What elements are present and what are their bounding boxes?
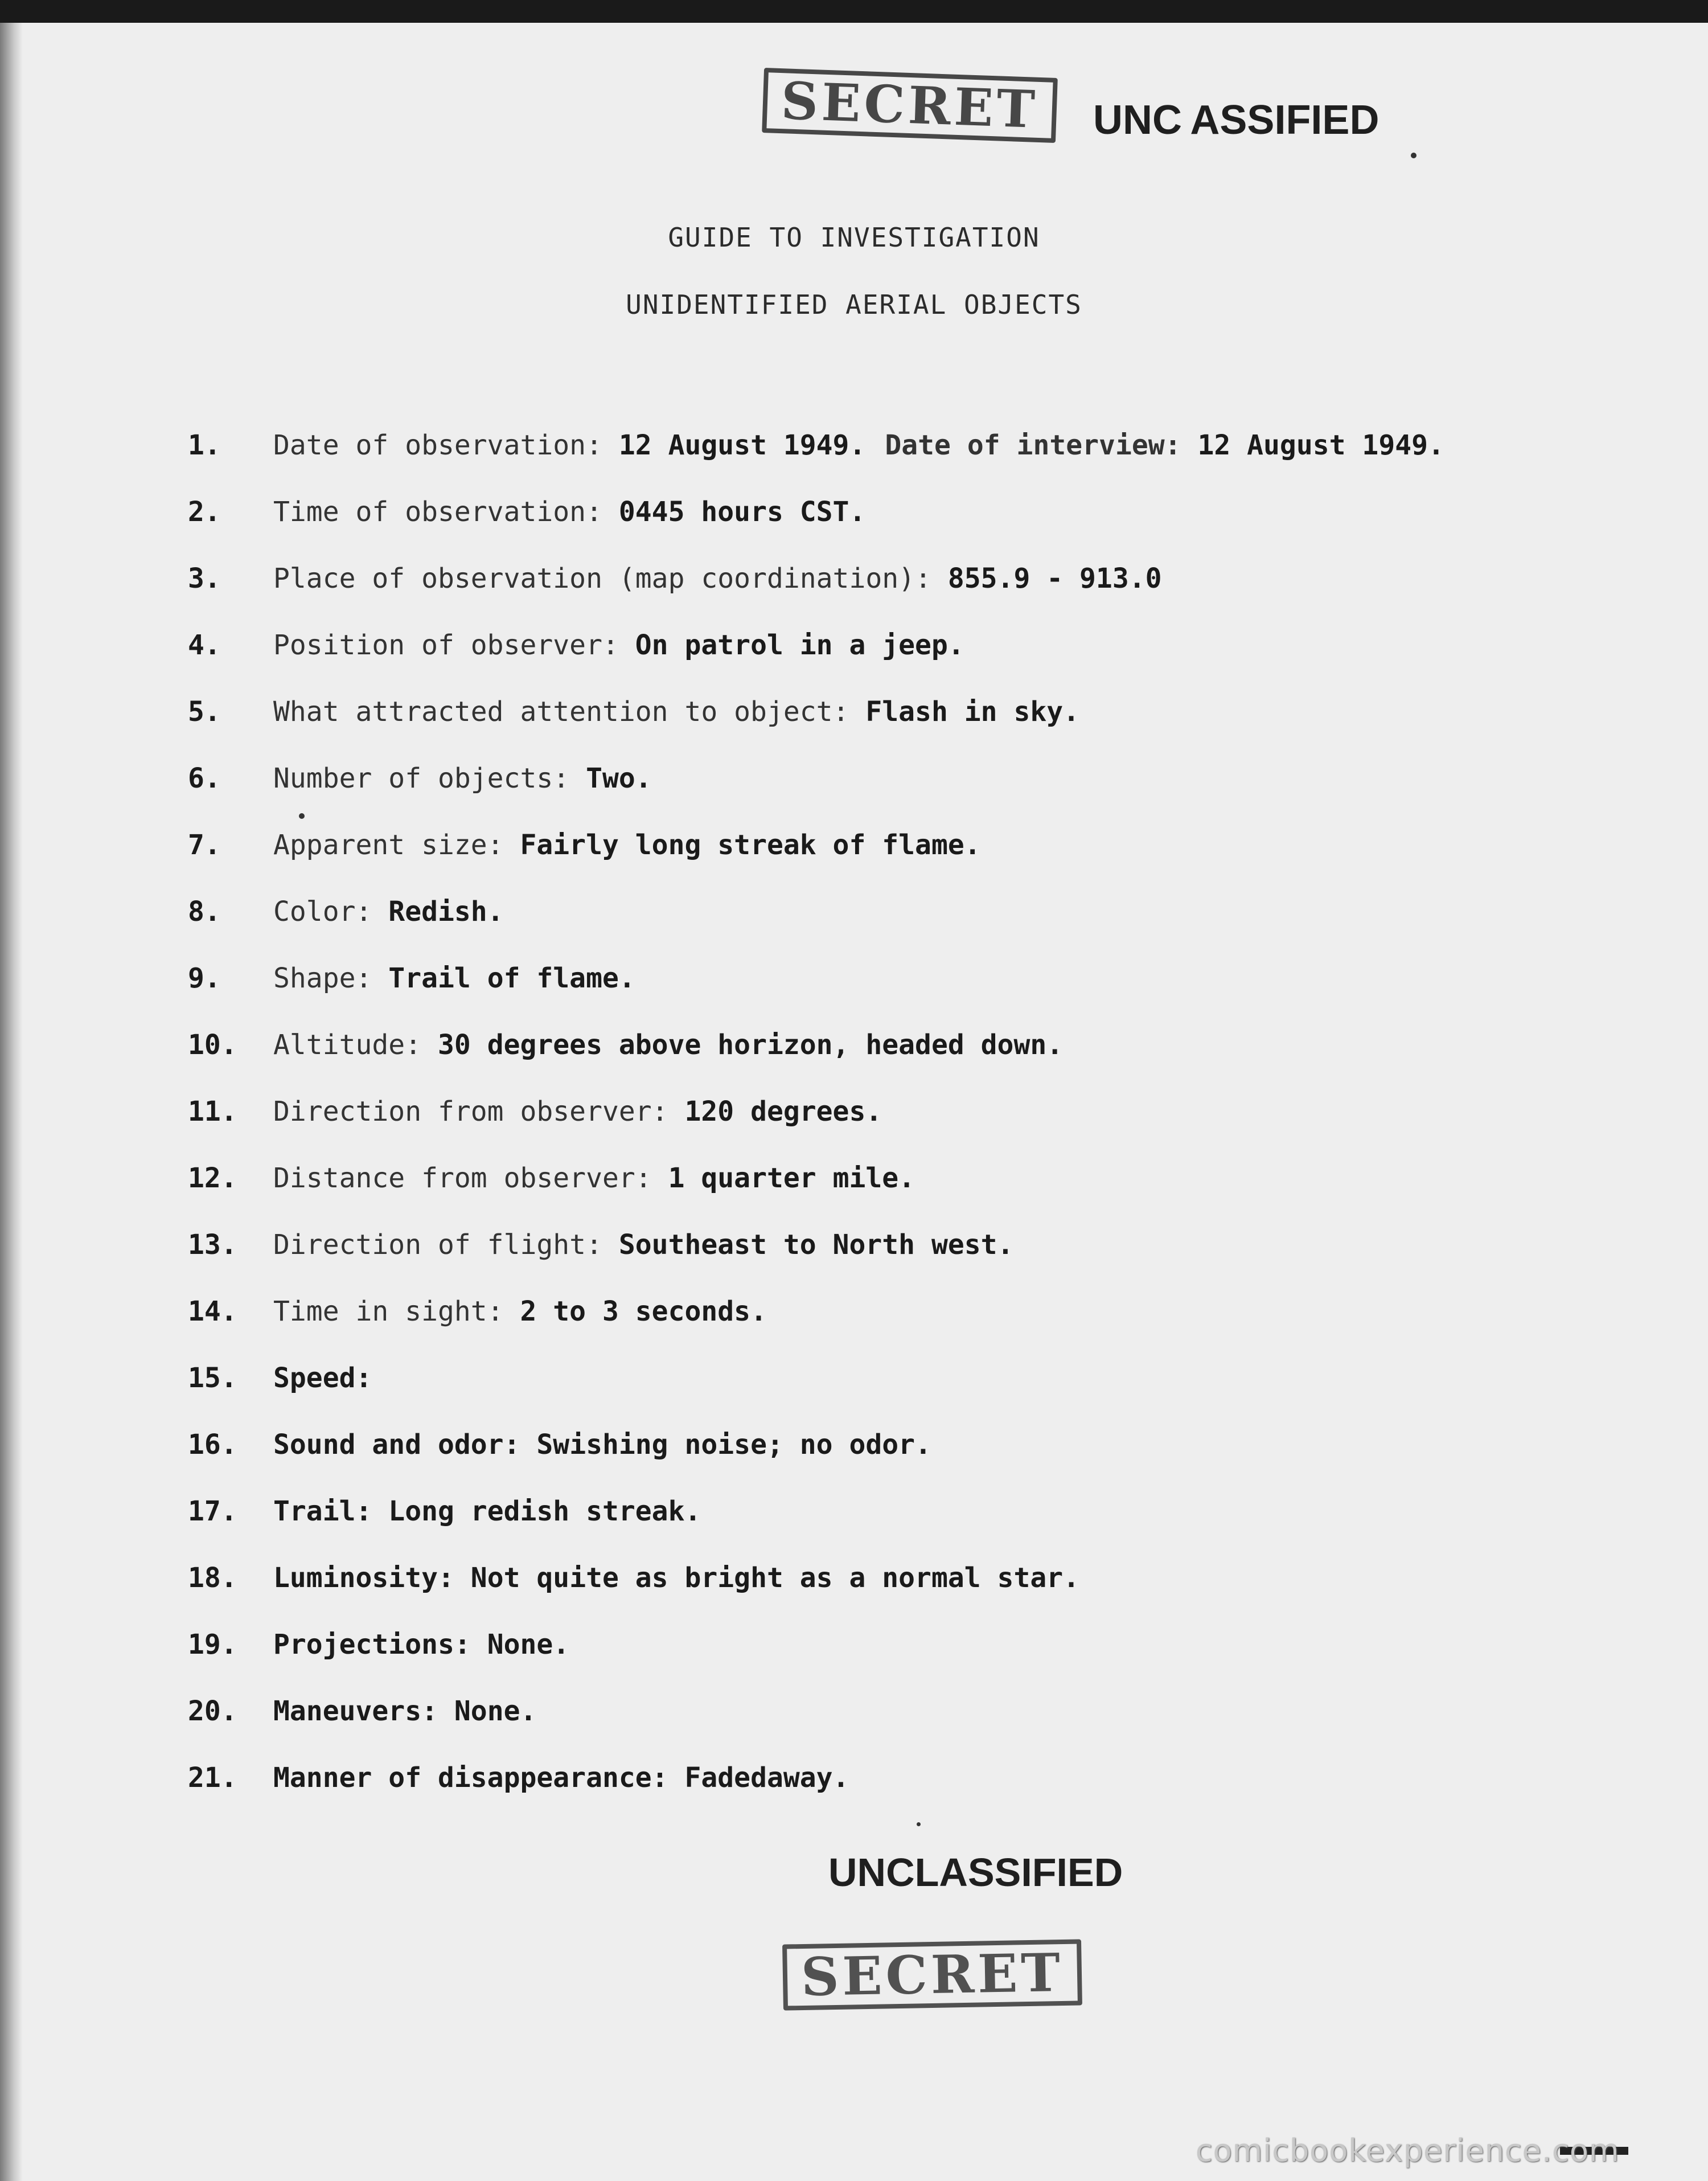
- page-speck: [1411, 153, 1417, 158]
- item-number: 3.: [188, 563, 221, 595]
- list-item: [188, 1494, 1554, 1561]
- page-speck: [917, 1822, 921, 1826]
- item-label: Sound and odor:: [273, 1429, 520, 1461]
- item-label: Time of observation:: [273, 496, 602, 528]
- list-item: [188, 1428, 1554, 1494]
- item-number: 21.: [188, 1762, 237, 1794]
- classification-bottom: UNCLASSIFIED: [828, 1850, 1123, 1895]
- item-label: Trail:: [273, 1495, 372, 1527]
- item-value: 855.9 - 913.0: [947, 563, 1162, 595]
- item-value: Fadedaway.: [684, 1762, 849, 1794]
- list-item: [188, 628, 1554, 695]
- list-item: [188, 1161, 1554, 1228]
- list-item: [188, 1694, 1554, 1761]
- list-item: [188, 428, 1554, 495]
- item-number: 14.: [188, 1296, 237, 1327]
- list-item: [188, 1094, 1554, 1161]
- item-value: 1 quarter mile.: [668, 1162, 915, 1194]
- item-number: 12.: [188, 1162, 237, 1194]
- secret-stamp-bottom: SECRET: [782, 1939, 1082, 2010]
- page-top-edge: [0, 0, 1708, 23]
- item-value: Flash in sky.: [865, 696, 1080, 728]
- item-label: Distance from observer:: [273, 1162, 652, 1194]
- item-label: Maneuvers:: [273, 1695, 438, 1727]
- item-value-secondary: 12 August 1949.: [1197, 429, 1444, 461]
- list-item: [188, 761, 1554, 828]
- list-item: [188, 695, 1554, 761]
- item-value: 30 degrees above horizon, headed down.: [438, 1029, 1064, 1061]
- item-value: None.: [454, 1695, 537, 1727]
- item-number: 11.: [188, 1096, 237, 1128]
- item-label: Number of objects:: [273, 762, 570, 794]
- item-label: Shape:: [273, 962, 372, 994]
- item-value: Trail of flame.: [388, 962, 635, 994]
- observation-list: [188, 428, 1554, 1827]
- item-number: 13.: [188, 1229, 237, 1261]
- item-value: Fairly long streak of flame.: [520, 829, 981, 861]
- item-label: What attracted attention to object:: [273, 696, 849, 728]
- item-label: Apparent size:: [273, 829, 504, 861]
- item-value: Swishing noise; no odor.: [536, 1429, 931, 1461]
- item-label: Place of observation (map coordination):: [273, 563, 931, 595]
- item-value: Southeast to North west.: [618, 1229, 1014, 1261]
- item-number: 9.: [188, 962, 221, 994]
- item-label: Direction from observer:: [273, 1096, 668, 1128]
- list-item: [188, 1361, 1554, 1428]
- item-number: 8.: [188, 896, 221, 928]
- classification-top: UNC ASSIFIED: [1093, 97, 1379, 143]
- page-speck: [299, 813, 305, 819]
- page-left-shadow: [0, 23, 23, 2181]
- item-label: Luminosity:: [273, 1562, 454, 1594]
- item-label: Time in sight:: [273, 1296, 504, 1327]
- item-value: 120 degrees.: [684, 1096, 882, 1128]
- item-value: 2 to 3 seconds.: [520, 1296, 767, 1327]
- secret-stamp-top: SECRET: [762, 68, 1057, 143]
- list-item: [188, 1028, 1554, 1094]
- item-number: 18.: [188, 1562, 237, 1594]
- item-number: 6.: [188, 762, 221, 794]
- item-label: Color:: [273, 896, 372, 928]
- item-value: 0445 hours CST.: [618, 496, 866, 528]
- item-label: Position of observer:: [273, 629, 619, 661]
- item-number: 15.: [188, 1362, 237, 1394]
- item-number: 7.: [188, 829, 221, 861]
- item-label: Projections:: [273, 1629, 471, 1661]
- item-number: 17.: [188, 1495, 237, 1527]
- item-value: Two.: [586, 762, 652, 794]
- item-value: None.: [487, 1629, 570, 1661]
- document-subtitle: UNIDENTIFIED AERIAL OBJECTS: [626, 289, 1082, 320]
- item-label: Direction of flight:: [273, 1229, 602, 1261]
- item-label: Manner of disappearance:: [273, 1762, 668, 1794]
- list-item: [188, 561, 1554, 628]
- item-number: 16.: [188, 1429, 237, 1461]
- list-item: [188, 1761, 1554, 1827]
- item-label: Speed:: [273, 1362, 372, 1394]
- item-number: 1.: [188, 429, 221, 461]
- list-item: [188, 495, 1554, 561]
- item-number: 2.: [188, 496, 221, 528]
- item-value: Redish.: [388, 896, 504, 928]
- item-number: 20.: [188, 1695, 237, 1727]
- item-label: Date of observation:: [273, 429, 602, 461]
- list-item: [188, 961, 1554, 1028]
- item-number: 5.: [188, 696, 221, 728]
- item-value: On patrol in a jeep.: [635, 629, 964, 661]
- item-label-secondary: Date of interview:: [885, 429, 1181, 461]
- list-item: [188, 1561, 1554, 1627]
- site-watermark: comicbookexperience.com: [1196, 2133, 1620, 2168]
- list-item: [188, 1228, 1554, 1294]
- list-item: [188, 895, 1554, 961]
- item-number: 19.: [188, 1629, 237, 1661]
- item-value: 12 August 1949.: [618, 429, 866, 461]
- item-number: 4.: [188, 629, 221, 661]
- list-item: [188, 1627, 1554, 1694]
- list-item: [188, 1294, 1554, 1361]
- list-item: [188, 828, 1554, 895]
- item-value: Not quite as bright as a normal star.: [470, 1562, 1080, 1594]
- item-value: Long redish streak.: [388, 1495, 701, 1527]
- document-title: GUIDE TO INVESTIGATION: [668, 222, 1040, 253]
- item-label: Altitude:: [273, 1029, 422, 1061]
- item-number: 10.: [188, 1029, 237, 1061]
